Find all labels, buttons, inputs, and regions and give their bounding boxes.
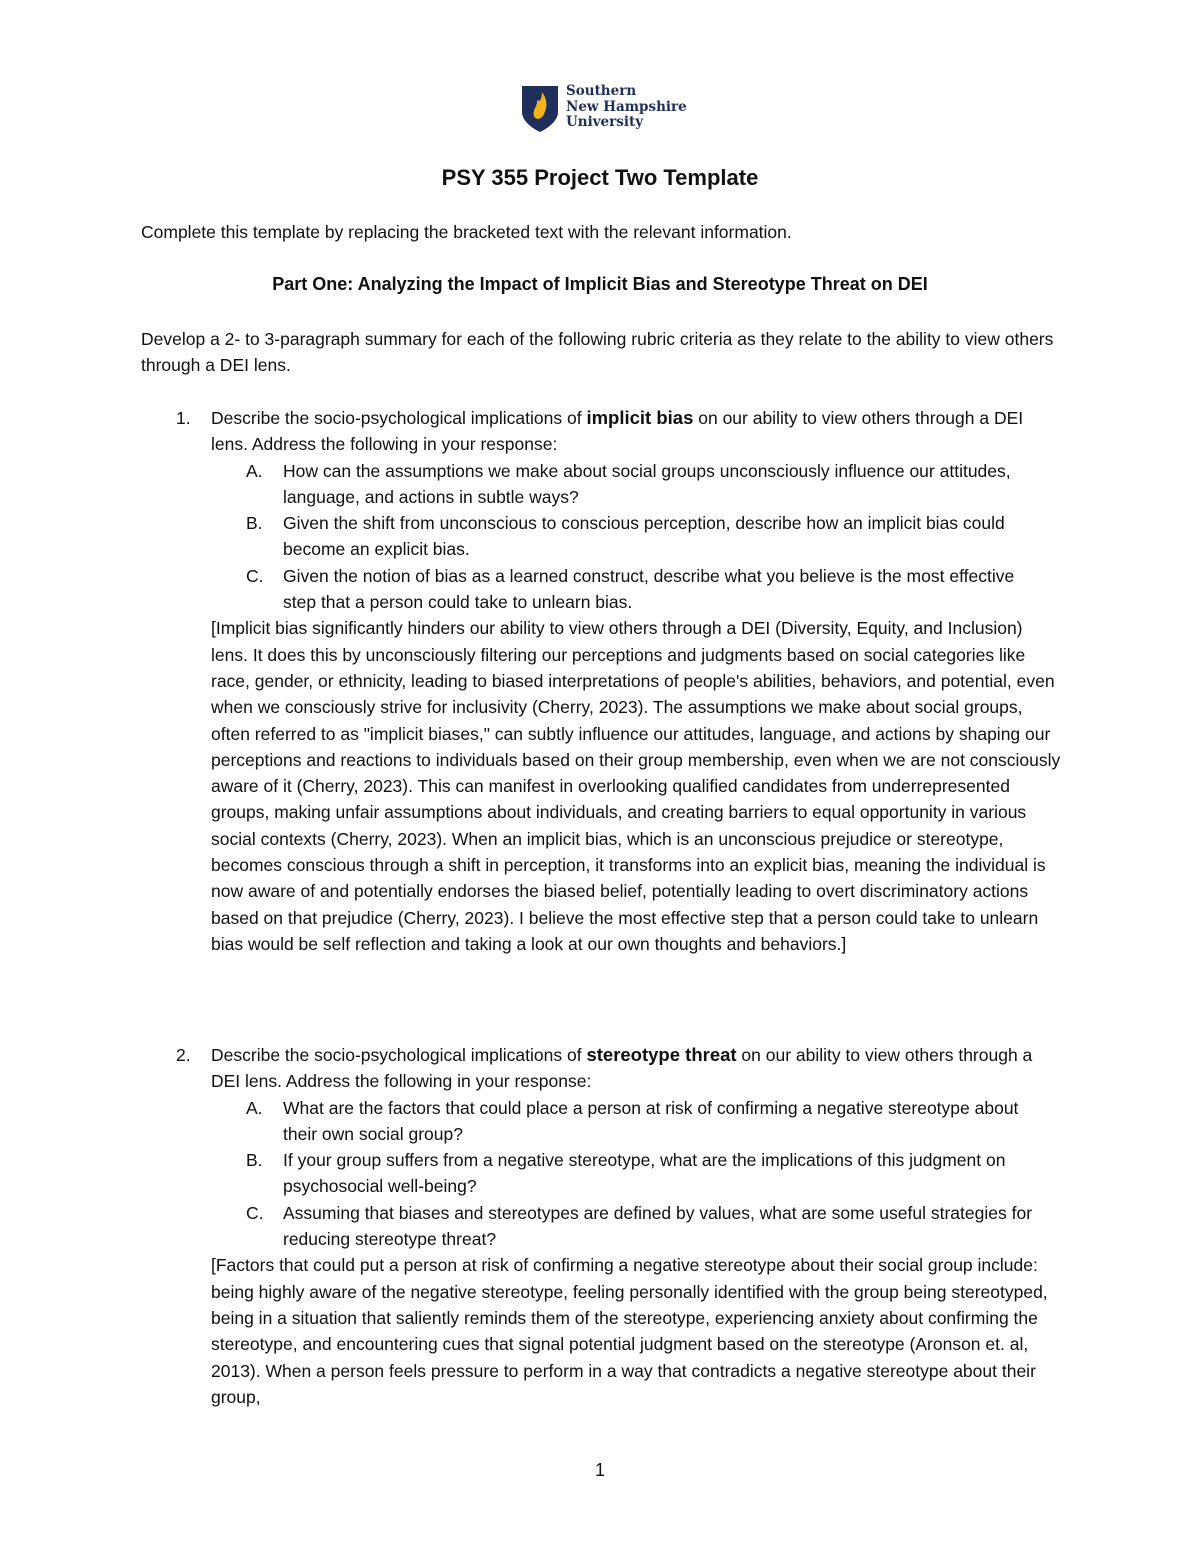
sub-text: How can the assumptions we make about social groups unconsciously influence our attitudes, language, and actions in subtle ways?	[283, 460, 1011, 507]
sub-label: B.	[246, 1150, 263, 1171]
sub-label: B.	[246, 513, 263, 534]
question-number: 2.	[176, 1045, 191, 1065]
university-name	[566, 84, 687, 131]
answer-text: [Implicit bias significantly hinders our ability to view others through a DEI (Diversity, Equity, and Inclusion) lens. It does this by unconsciously filtering our perceptions and judgments based on social categories like race, gender, or ethnicity, leading to biased interpretations of people's abilities, behaviors, and potential, even when we consciously strive for inclusivity (Cherry, 2023). The assumptions we make about social groups, often referred to as "implicit biases," can subtly influence our attitudes, language, and actions by shaping our perceptions and reactions to individuals based on their group membership, even when we are not consciously aware of it (Cherry, 2023). This can manifest in overlooking qualified candidates from underrepresented groups, making unfair assumptions about individuals, and creating barriers to equal opportunity in various social contexts (Cherry, 2023). When an implicit bias, which is an unconscious prejudice or stereotype, becomes conscious through a shift in perception, it transforms into an explicit bias, meaning the individual is now aware of and potentially endorses the biased belief, potentially leading to overt discriminatory actions based on that prejudice (Cherry, 2023). I believe the most effective step that a person could take to unlearn bias would be self reflection and taking a look at our own thoughts and behaviors.]	[211, 618, 1061, 954]
question-number: 1.	[176, 408, 191, 428]
sub-question-list	[211, 458, 1081, 616]
instruction-text: Complete this template by replacing the bracketed text with the relevant information.	[141, 222, 792, 242]
logo-line-3: University	[566, 114, 644, 130]
sub-text: Assuming that biases and stereotypes are defined by values, what are some useful strategies for reducing stereotype threat?	[283, 1202, 1033, 1250]
sub-label: C.	[246, 1202, 264, 1223]
snhu-logo	[520, 84, 690, 134]
sub-label: A.	[246, 1097, 263, 1118]
sub-question	[211, 510, 1081, 563]
logo-line-2: New Hampshire	[566, 98, 687, 115]
sub-question	[211, 458, 1081, 511]
question-prompt	[211, 405, 1061, 458]
sub-label: A.	[246, 460, 263, 481]
prompt-prefix: Describe the socio-psychological implications of	[211, 408, 587, 428]
sub-text: If your group suffers from a negative stereotype, what are the implications of this judgment on psychosocial well-being?	[283, 1150, 1006, 1197]
answer-text: [Factors that could put a person at risk of confirming a negative stereotype about their social group include: being highly aware of the negative stereotype, feeling personally identified with the group being stereotyped, being in a situation that saliently reminds them of the stereotype, experiencing anxiety about confirming the stereotype, and encountering cues that signal potential judgment based on the stereotype (Aronson et. al, 2013). When a person feels pressure to perform in a way that contradicts a negative stereotype about their group,	[211, 1255, 1048, 1407]
sub-question	[211, 1200, 1081, 1253]
prompt-term: implicit bias	[586, 407, 694, 428]
sub-question	[211, 1147, 1081, 1200]
page-number: 1	[594, 1460, 605, 1480]
sub-question-list	[211, 1095, 1081, 1253]
part-heading: Part One: Analyzing the Impact of Implicit Bias and Stereotype Threat on DEI	[272, 274, 928, 294]
sub-question	[211, 563, 1081, 616]
sub-text: What are the factors that could place a person at risk of confirming a negative stereotype about their own social group?	[283, 1097, 1019, 1144]
snhu-shield-icon	[520, 84, 560, 134]
prompt-suffix: on our ability to view others through a DEI lens. Address the following in your response:	[211, 408, 1024, 455]
document-title: PSY 355 Project Two Template	[441, 165, 759, 190]
prompt-prefix: Describe the socio-psychological implications of	[211, 1045, 587, 1065]
intro-text: Develop a 2- to 3-paragraph summary for each of the following rubric criteria as they relate to the ability to view others through a DEI lens.	[141, 329, 1054, 375]
prompt-suffix: on our ability to view others through a DEI lens. Address the following in your response:	[211, 1045, 1033, 1092]
question-prompt	[211, 1042, 1061, 1095]
sub-question	[211, 1095, 1081, 1148]
sub-text: Given the notion of bias as a learned construct, describe what you believe is the most effective step that a person could take to unlearn bias.	[283, 565, 1015, 613]
sub-text: Given the shift from unconscious to conscious perception, describe how an implicit bias could become an explicit bias.	[283, 513, 1005, 560]
question-2	[141, 1042, 1081, 1410]
prompt-term: stereotype threat	[586, 1044, 737, 1065]
question-1	[141, 405, 1081, 957]
sub-label: C.	[246, 565, 264, 586]
logo-line-1: Southern	[566, 83, 637, 99]
